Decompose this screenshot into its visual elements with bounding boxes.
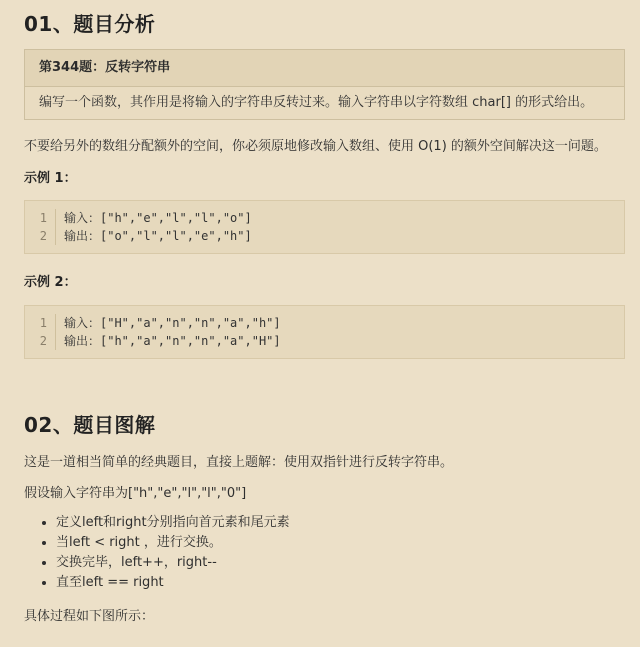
- section-title-illustration: 02、题目图解: [24, 413, 156, 437]
- code-line: [25, 227, 252, 245]
- intro-text: 这是一道相当简单的经典题目，直接上题解：使用双指针进行反转字符串。: [24, 455, 454, 470]
- line-number: 2: [25, 227, 56, 245]
- steps-list: [40, 513, 290, 593]
- code-text: 输出：["o","l","l","e","h"]: [64, 229, 252, 243]
- section-title-analysis: 01、题目分析: [24, 12, 156, 36]
- code-line: [25, 209, 252, 227]
- outro-text: 具体过程如下图所示：: [24, 609, 155, 624]
- line-number: 1: [25, 314, 56, 332]
- code-text: 输出：["h","a","n","n","a","H"]: [64, 334, 281, 348]
- assumption-text: 假设输入字符串为["h","e","l","l","0"]: [24, 486, 247, 501]
- code-line: [25, 332, 281, 350]
- list-item: • 直至left == right: [56, 573, 290, 593]
- example-2-code-block: [24, 305, 625, 359]
- example-2-label: 示例 2：: [24, 275, 77, 290]
- example-1-code-block: [24, 200, 625, 254]
- problem-heading: 第344题：反转字符串: [25, 50, 624, 87]
- line-number: 1: [25, 209, 56, 227]
- list-item: • 当left < right ，进行交换。: [56, 533, 290, 553]
- list-item: • 定义left和right分别指向首元素和尾元素: [56, 513, 290, 533]
- problem-description: 编写一个函数，其作用是将输入的字符串反转过来。输入字符串以字符数组 char[] 的形式给出。: [39, 95, 594, 110]
- code-text: 输入：["h","e","l","l","o"]: [64, 211, 252, 225]
- example-1-label: 示例 1：: [24, 171, 77, 186]
- line-number: 2: [25, 332, 56, 350]
- code-text: 输入：["H","a","n","n","a","h"]: [64, 316, 281, 330]
- code-line: [25, 314, 281, 332]
- list-item: • 交换完毕，left++，right--: [56, 553, 290, 573]
- constraint-text: 不要给另外的数组分配额外的空间，你必须原地修改输入数组、使用 O(1) 的额外空间解决这一问题。: [24, 139, 607, 154]
- problem-box: [24, 49, 625, 120]
